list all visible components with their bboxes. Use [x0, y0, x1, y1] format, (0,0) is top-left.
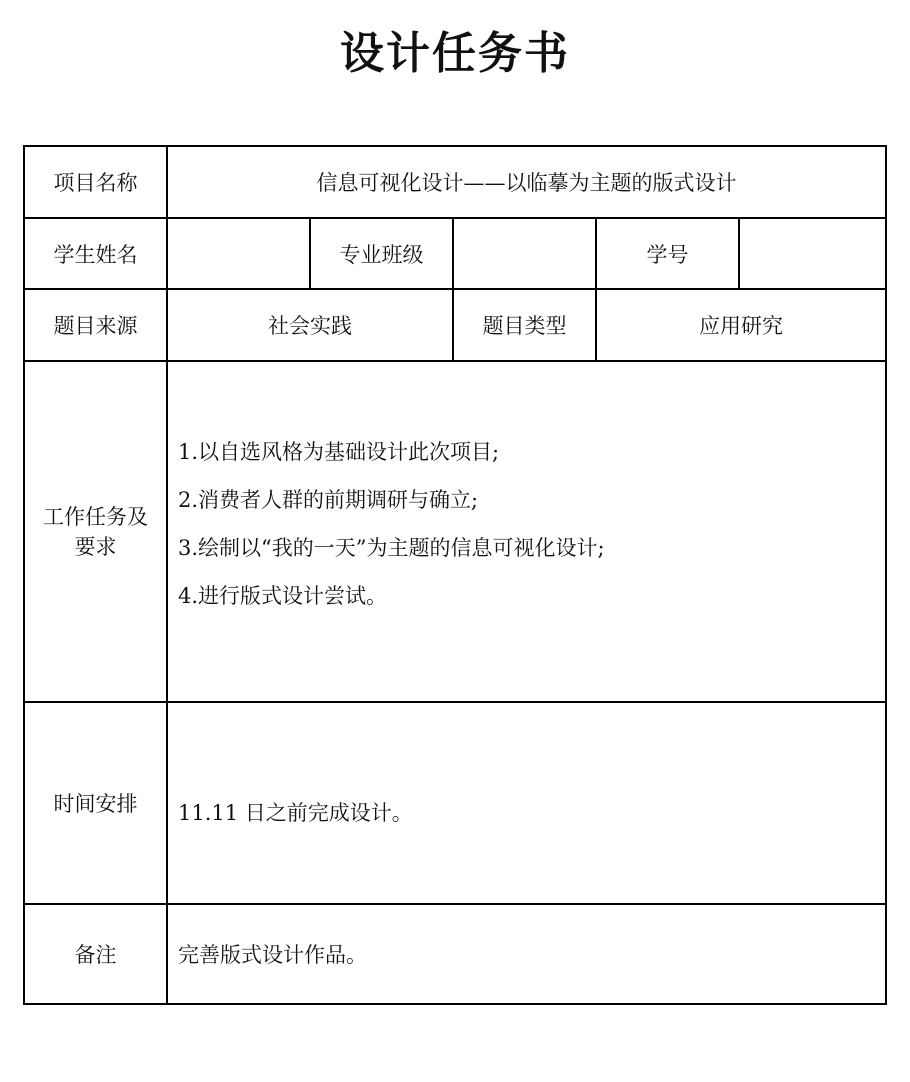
student-name-field[interactable]	[167, 218, 310, 289]
student-id-label: 学号	[596, 218, 739, 289]
project-name-value: 信息可视化设计——以临摹为主题的版式设计	[167, 146, 886, 218]
requirement-item-1: 1.以自选风格为基础设计此次项目;	[178, 439, 500, 464]
requirements-list	[178, 428, 885, 620]
tasks-label-cell	[24, 361, 167, 702]
type-label: 题目类型	[453, 289, 596, 361]
document-title: 设计任务书	[340, 28, 570, 79]
class-label: 专业班级	[310, 218, 453, 289]
schedule-label: 时间安排	[24, 702, 167, 904]
requirement-item-2: 2.消费者人群的前期调研与确立;	[178, 487, 479, 512]
source-value: 社会实践	[167, 289, 453, 361]
tasks-row	[24, 361, 886, 702]
schedule-row	[24, 702, 886, 904]
type-value: 应用研究	[596, 289, 886, 361]
tasks-content-cell	[167, 361, 886, 702]
requirement-item-3: 3.绘制以“我的一天”为主题的信息可视化设计;	[178, 535, 605, 560]
project-name-row	[24, 146, 886, 218]
source-label: 题目来源	[24, 289, 167, 361]
class-field[interactable]	[453, 218, 596, 289]
student-id-field[interactable]	[739, 218, 886, 289]
notes-row	[24, 904, 886, 1004]
schedule-value: 11.11 日之前完成设计。	[167, 702, 886, 904]
notes-label: 备注	[24, 904, 167, 1004]
student-name-label: 学生姓名	[24, 218, 167, 289]
requirement-item-4: 4.进行版式设计尝试。	[178, 583, 388, 608]
tasks-label: 工作任务及 要求	[43, 504, 148, 559]
student-row	[24, 218, 886, 289]
source-row	[24, 289, 886, 361]
notes-value: 完善版式设计作品。	[167, 904, 886, 1004]
project-name-label: 项目名称	[24, 146, 167, 218]
task-form-table	[23, 145, 887, 1005]
